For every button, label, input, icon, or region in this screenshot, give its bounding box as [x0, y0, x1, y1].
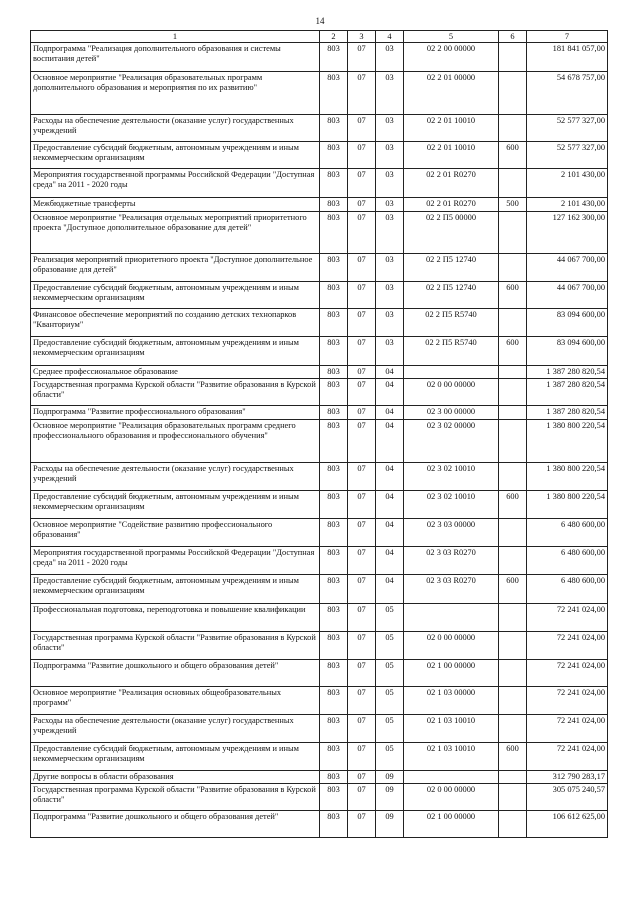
row-section-cell: 07	[348, 309, 376, 337]
row-amount-cell: 72 241 024,00	[527, 604, 608, 632]
row-target-article-cell: 02 2 01 R0270	[404, 198, 499, 212]
row-expense-type-cell	[499, 212, 527, 254]
row-amount-cell: 72 241 024,00	[527, 715, 608, 743]
row-expense-type-cell	[499, 379, 527, 406]
row-code-cell: 803	[320, 575, 348, 604]
table-row	[31, 491, 608, 519]
row-expense-type-cell	[499, 660, 527, 687]
row-section-cell: 07	[348, 715, 376, 743]
table-row	[31, 198, 608, 212]
row-name-cell: Расходы на обеспечение деятельности (оказание услуг) государственных учреждений	[31, 715, 320, 743]
row-subsection-cell: 05	[376, 687, 404, 715]
row-target-article-cell: 02 1 03 00000	[404, 687, 499, 715]
row-code-cell: 803	[320, 687, 348, 715]
table-row	[31, 406, 608, 420]
row-target-article-cell: 02 2 00 00000	[404, 43, 499, 72]
row-section-cell: 07	[348, 771, 376, 784]
row-target-article-cell: 02 1 00 00000	[404, 811, 499, 838]
header-col-1: 1	[31, 31, 320, 43]
row-name-cell: Среднее профессиональное образование	[31, 366, 320, 379]
row-code-cell: 803	[320, 212, 348, 254]
table-row	[31, 366, 608, 379]
table-row	[31, 604, 608, 632]
row-name-cell: Подпрограмма "Реализация дополнительного образования и системы воспитания детей"	[31, 43, 320, 72]
row-expense-type-cell	[499, 784, 527, 811]
row-section-cell: 07	[348, 743, 376, 771]
row-expense-type-cell	[499, 43, 527, 72]
row-code-cell: 803	[320, 72, 348, 115]
row-amount-cell: 52 577 327,00	[527, 142, 608, 169]
table-row	[31, 632, 608, 660]
row-name-cell: Предоставление субсидий бюджетным, автономным учреждениям и иным некоммерческим организациям	[31, 491, 320, 519]
row-expense-type-cell: 600	[499, 575, 527, 604]
row-code-cell: 803	[320, 715, 348, 743]
row-target-article-cell: 02 2 01 R0270	[404, 169, 499, 198]
row-section-cell: 07	[348, 366, 376, 379]
row-subsection-cell: 03	[376, 309, 404, 337]
table-row	[31, 254, 608, 282]
row-subsection-cell: 05	[376, 660, 404, 687]
row-amount-cell: 44 067 700,00	[527, 282, 608, 309]
row-subsection-cell: 03	[376, 169, 404, 198]
row-section-cell: 07	[348, 811, 376, 838]
table-row	[31, 575, 608, 604]
header-col-6: 6	[499, 31, 527, 43]
header-col-7: 7	[527, 31, 608, 43]
row-subsection-cell: 03	[376, 254, 404, 282]
row-section-cell: 07	[348, 406, 376, 420]
row-section-cell: 07	[348, 687, 376, 715]
row-expense-type-cell	[499, 420, 527, 463]
row-amount-cell: 1 387 280 820,54	[527, 379, 608, 406]
row-code-cell: 803	[320, 366, 348, 379]
row-target-article-cell: 02 1 03 10010	[404, 715, 499, 743]
row-amount-cell: 44 067 700,00	[527, 254, 608, 282]
row-name-cell: Расходы на обеспечение деятельности (оказание услуг) государственных учреждений	[31, 463, 320, 491]
row-section-cell: 07	[348, 379, 376, 406]
row-amount-cell: 54 678 757,00	[527, 72, 608, 115]
row-name-cell: Расходы на обеспечение деятельности (оказание услуг) государственных учреждений	[31, 115, 320, 142]
row-amount-cell: 2 101 430,00	[527, 169, 608, 198]
row-code-cell: 803	[320, 420, 348, 463]
row-subsection-cell: 09	[376, 811, 404, 838]
row-subsection-cell: 04	[376, 366, 404, 379]
row-expense-type-cell	[499, 715, 527, 743]
row-amount-cell: 6 480 600,00	[527, 575, 608, 604]
row-section-cell: 07	[348, 660, 376, 687]
row-name-cell: Государственная программа Курской области "Развитие образования в Курской области"	[31, 784, 320, 811]
row-subsection-cell: 05	[376, 743, 404, 771]
row-subsection-cell: 05	[376, 632, 404, 660]
row-name-cell: Государственная программа Курской области "Развитие образования в Курской области"	[31, 632, 320, 660]
header-col-3: 3	[348, 31, 376, 43]
row-subsection-cell: 04	[376, 575, 404, 604]
row-subsection-cell: 04	[376, 491, 404, 519]
row-code-cell: 803	[320, 43, 348, 72]
row-expense-type-cell: 600	[499, 282, 527, 309]
row-amount-cell: 72 241 024,00	[527, 743, 608, 771]
row-section-cell: 07	[348, 575, 376, 604]
row-code-cell: 803	[320, 169, 348, 198]
table-row	[31, 142, 608, 169]
row-section-cell: 07	[348, 169, 376, 198]
row-expense-type-cell	[499, 547, 527, 575]
row-subsection-cell: 04	[376, 420, 404, 463]
row-amount-cell: 1 380 800 220,54	[527, 491, 608, 519]
row-subsection-cell: 03	[376, 337, 404, 366]
row-expense-type-cell: 600	[499, 743, 527, 771]
row-name-cell: Предоставление субсидий бюджетным, автономным учреждениям и иным некоммерческим организациям	[31, 282, 320, 309]
row-target-article-cell	[404, 366, 499, 379]
row-code-cell: 803	[320, 406, 348, 420]
row-target-article-cell: 02 1 03 10010	[404, 743, 499, 771]
row-code-cell: 803	[320, 198, 348, 212]
table-row	[31, 519, 608, 547]
row-section-cell: 07	[348, 604, 376, 632]
row-subsection-cell: 03	[376, 142, 404, 169]
row-expense-type-cell: 500	[499, 198, 527, 212]
row-target-article-cell: 02 3 03 00000	[404, 519, 499, 547]
table-row	[31, 715, 608, 743]
row-amount-cell: 181 841 057,00	[527, 43, 608, 72]
row-section-cell: 07	[348, 142, 376, 169]
row-name-cell: Финансовое обеспечение мероприятий по созданию детских технопарков "Кванториум"	[31, 309, 320, 337]
row-expense-type-cell	[499, 463, 527, 491]
row-code-cell: 803	[320, 811, 348, 838]
page-number: 14	[315, 16, 325, 26]
table-row	[31, 115, 608, 142]
table-row	[31, 72, 608, 115]
row-expense-type-cell	[499, 771, 527, 784]
row-amount-cell: 6 480 600,00	[527, 547, 608, 575]
row-name-cell: Предоставление субсидий бюджетным, автономным учреждениям и иным некоммерческим организациям	[31, 337, 320, 366]
table-row	[31, 169, 608, 198]
row-name-cell: Предоставление субсидий бюджетным, автономным учреждениям и иным некоммерческим организациям	[31, 575, 320, 604]
row-target-article-cell: 02 3 03 R0270	[404, 575, 499, 604]
row-subsection-cell: 05	[376, 715, 404, 743]
row-name-cell: Основное мероприятие "Реализация основных общеобразовательных программ"	[31, 687, 320, 715]
row-code-cell: 803	[320, 254, 348, 282]
row-code-cell: 803	[320, 604, 348, 632]
row-section-cell: 07	[348, 115, 376, 142]
row-expense-type-cell: 600	[499, 491, 527, 519]
row-subsection-cell: 03	[376, 115, 404, 142]
row-expense-type-cell	[499, 72, 527, 115]
row-name-cell: Основное мероприятие "Реализация образовательных программ среднего профессионального образования и профессионального обучения"	[31, 420, 320, 463]
row-code-cell: 803	[320, 463, 348, 491]
row-target-article-cell: 02 2 П5 R5740	[404, 337, 499, 366]
table-row	[31, 463, 608, 491]
row-subsection-cell: 03	[376, 212, 404, 254]
row-name-cell: Предоставление субсидий бюджетным, автономным учреждениям и иным некоммерческим организациям	[31, 743, 320, 771]
row-amount-cell: 83 094 600,00	[527, 309, 608, 337]
header-col-2: 2	[320, 31, 348, 43]
row-expense-type-cell	[499, 309, 527, 337]
row-expense-type-cell	[499, 519, 527, 547]
row-section-cell: 07	[348, 784, 376, 811]
table-row	[31, 687, 608, 715]
row-name-cell: Подпрограмма "Развитие профессионального образования"	[31, 406, 320, 420]
table-row	[31, 660, 608, 687]
row-name-cell: Мероприятия государственной программы Российской Федерации "Доступная среда" на 2011 - 2020 годы	[31, 547, 320, 575]
row-subsection-cell: 03	[376, 282, 404, 309]
row-section-cell: 07	[348, 72, 376, 115]
row-target-article-cell: 02 2 01 00000	[404, 72, 499, 115]
row-amount-cell: 1 387 280 820,54	[527, 406, 608, 420]
row-code-cell: 803	[320, 743, 348, 771]
row-target-article-cell: 02 3 02 10010	[404, 463, 499, 491]
row-expense-type-cell: 600	[499, 142, 527, 169]
row-target-article-cell: 02 3 00 00000	[404, 406, 499, 420]
table-row	[31, 379, 608, 406]
row-code-cell: 803	[320, 519, 348, 547]
table-row	[31, 420, 608, 463]
row-name-cell: Государственная программа Курской области "Развитие образования в Курской области"	[31, 379, 320, 406]
row-expense-type-cell	[499, 169, 527, 198]
row-amount-cell: 83 094 600,00	[527, 337, 608, 366]
table-header-row	[31, 31, 608, 43]
row-expense-type-cell	[499, 406, 527, 420]
row-code-cell: 803	[320, 115, 348, 142]
row-name-cell: Основное мероприятие "Реализация образовательных программ дополнительного образования и мероприятия по их развитию"	[31, 72, 320, 115]
row-amount-cell: 127 162 300,00	[527, 212, 608, 254]
row-amount-cell: 1 380 800 220,54	[527, 420, 608, 463]
row-expense-type-cell: 600	[499, 337, 527, 366]
budget-table	[30, 30, 608, 838]
row-code-cell: 803	[320, 784, 348, 811]
row-subsection-cell: 09	[376, 784, 404, 811]
table-body	[31, 43, 608, 838]
table-row	[31, 811, 608, 838]
table-row	[31, 282, 608, 309]
row-expense-type-cell	[499, 254, 527, 282]
row-subsection-cell: 03	[376, 72, 404, 115]
row-expense-type-cell	[499, 811, 527, 838]
row-amount-cell: 305 075 240,57	[527, 784, 608, 811]
row-section-cell: 07	[348, 43, 376, 72]
row-target-article-cell: 02 3 02 10010	[404, 491, 499, 519]
row-code-cell: 803	[320, 491, 348, 519]
row-target-article-cell: 02 2 П5 R5740	[404, 309, 499, 337]
row-target-article-cell: 02 2 П5 00000	[404, 212, 499, 254]
row-section-cell: 07	[348, 519, 376, 547]
row-amount-cell: 106 612 625,00	[527, 811, 608, 838]
row-code-cell: 803	[320, 660, 348, 687]
row-target-article-cell: 02 0 00 00000	[404, 632, 499, 660]
table-row	[31, 743, 608, 771]
row-target-article-cell: 02 0 00 00000	[404, 784, 499, 811]
row-expense-type-cell	[499, 632, 527, 660]
row-section-cell: 07	[348, 547, 376, 575]
row-code-cell: 803	[320, 337, 348, 366]
table-row	[31, 337, 608, 366]
row-subsection-cell: 03	[376, 43, 404, 72]
table-row	[31, 309, 608, 337]
row-name-cell: Другие вопросы в области образования	[31, 771, 320, 784]
table-row	[31, 784, 608, 811]
row-subsection-cell: 05	[376, 604, 404, 632]
row-subsection-cell: 09	[376, 771, 404, 784]
row-code-cell: 803	[320, 547, 348, 575]
row-subsection-cell: 03	[376, 198, 404, 212]
row-code-cell: 803	[320, 771, 348, 784]
row-code-cell: 803	[320, 142, 348, 169]
row-code-cell: 803	[320, 632, 348, 660]
table-row	[31, 43, 608, 72]
row-section-cell: 07	[348, 212, 376, 254]
row-name-cell: Мероприятия государственной программы Российской Федерации "Доступная среда" на 2011 - 2020 годы	[31, 169, 320, 198]
row-expense-type-cell	[499, 687, 527, 715]
row-amount-cell: 52 577 327,00	[527, 115, 608, 142]
row-section-cell: 07	[348, 198, 376, 212]
row-target-article-cell: 02 1 00 00000	[404, 660, 499, 687]
row-amount-cell: 2 101 430,00	[527, 198, 608, 212]
row-name-cell: Профессиональная подготовка, переподготовка и повышение квалификации	[31, 604, 320, 632]
row-section-cell: 07	[348, 463, 376, 491]
row-section-cell: 07	[348, 632, 376, 660]
row-section-cell: 07	[348, 254, 376, 282]
row-amount-cell: 312 790 283,17	[527, 771, 608, 784]
table-row	[31, 771, 608, 784]
row-subsection-cell: 04	[376, 406, 404, 420]
row-code-cell: 803	[320, 282, 348, 309]
row-amount-cell: 72 241 024,00	[527, 632, 608, 660]
row-amount-cell: 1 387 280 820,54	[527, 366, 608, 379]
row-name-cell: Подпрограмма "Развитие дошкольного и общего образования детей"	[31, 660, 320, 687]
row-name-cell: Межбюджетные трансферты	[31, 198, 320, 212]
row-expense-type-cell	[499, 115, 527, 142]
row-name-cell: Основное мероприятие "Содействие развитию профессионального образования"	[31, 519, 320, 547]
row-amount-cell: 72 241 024,00	[527, 660, 608, 687]
header-col-5: 5	[404, 31, 499, 43]
row-target-article-cell: 02 2 П5 12740	[404, 254, 499, 282]
row-section-cell: 07	[348, 337, 376, 366]
row-subsection-cell: 04	[376, 547, 404, 575]
row-subsection-cell: 04	[376, 379, 404, 406]
row-target-article-cell: 02 2 01 10010	[404, 142, 499, 169]
row-expense-type-cell	[499, 366, 527, 379]
row-target-article-cell: 02 0 00 00000	[404, 379, 499, 406]
row-subsection-cell: 04	[376, 519, 404, 547]
row-name-cell: Реализация мероприятий приоритетного проекта "Доступное дополнительное образование для детей"	[31, 254, 320, 282]
row-expense-type-cell	[499, 604, 527, 632]
row-name-cell: Предоставление субсидий бюджетным, автономным учреждениям и иным некоммерческим организациям	[31, 142, 320, 169]
row-name-cell: Подпрограмма "Развитие дошкольного и общего образования детей"	[31, 811, 320, 838]
row-name-cell: Основное мероприятие "Реализация отдельных мероприятий приоритетного проекта "Доступное дополнительное образование для детей"	[31, 212, 320, 254]
row-target-article-cell	[404, 604, 499, 632]
row-code-cell: 803	[320, 379, 348, 406]
row-target-article-cell: 02 3 03 R0270	[404, 547, 499, 575]
row-subsection-cell: 04	[376, 463, 404, 491]
header-col-4: 4	[376, 31, 404, 43]
table-row	[31, 547, 608, 575]
row-amount-cell: 72 241 024,00	[527, 687, 608, 715]
row-target-article-cell: 02 2 01 10010	[404, 115, 499, 142]
row-section-cell: 07	[348, 491, 376, 519]
row-amount-cell: 1 380 800 220,54	[527, 463, 608, 491]
row-section-cell: 07	[348, 282, 376, 309]
row-code-cell: 803	[320, 309, 348, 337]
row-section-cell: 07	[348, 420, 376, 463]
table-row	[31, 212, 608, 254]
row-target-article-cell: 02 3 02 00000	[404, 420, 499, 463]
row-target-article-cell: 02 2 П5 12740	[404, 282, 499, 309]
row-target-article-cell	[404, 771, 499, 784]
row-amount-cell: 6 480 600,00	[527, 519, 608, 547]
